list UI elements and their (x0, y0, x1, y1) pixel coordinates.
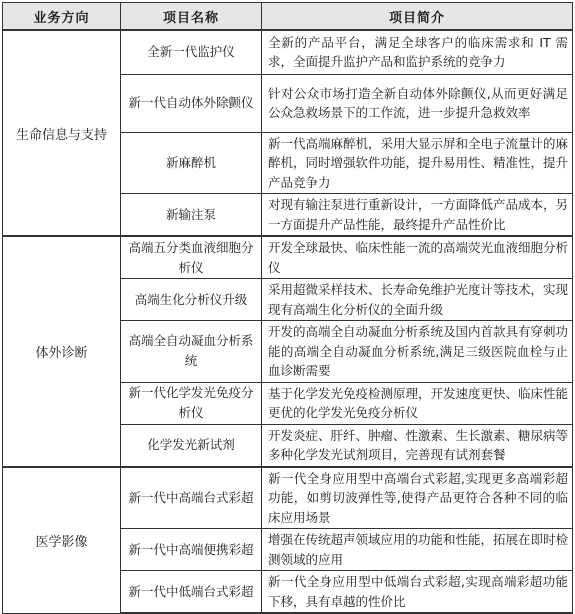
project-desc: 基于化学发光免疫检测原理，开发速度更快、临床性能更优的化学发光免疫分析仪 (262, 382, 573, 424)
project-name: 新一代中高端便携彩超 (121, 529, 262, 571)
project-desc: 新一代全身应用型中低端台式彩超,实现高端彩超功能下移，具有卓越的性价比 (262, 571, 573, 614)
direction-cell: 生命信息与支持 (3, 30, 121, 236)
project-name: 新一代化学发光免疫分析仪 (121, 382, 262, 424)
direction-cell: 体外诊断 (3, 236, 121, 467)
project-desc: 新一代全身应用型中高端台式彩超,实现更多高端彩超功能，如剪切波弹性等,使得产品更符合各种不同的临床应用场景 (262, 467, 573, 529)
project-name: 化学发光新试剂 (121, 424, 262, 467)
project-name: 高端五分类血液细胞分析仪 (121, 236, 262, 279)
project-name: 高端全自动凝血分析系统 (121, 321, 262, 383)
project-desc: 开发的高端全自动凝血分析系统及国内首款具有穿刺功能的高端全自动凝血分析系统,满足三级医院血栓与止血诊断需要 (262, 321, 573, 383)
header-direction: 业务方向 (3, 3, 121, 31)
direction-cell: 医学影像 (3, 467, 121, 614)
table-row (3, 467, 573, 529)
project-name: 新一代中高端台式彩超 (121, 467, 262, 529)
project-desc: 全新的产品平台，满足全球客户的临床需求和 IT 需求，全面提升监护产品和监护系统的竞争力 (262, 30, 573, 74)
header-name: 项目名称 (121, 3, 262, 31)
project-name: 新一代中低端台式彩超 (121, 571, 262, 614)
project-name: 全新一代监护仪 (121, 30, 262, 74)
project-desc: 针对公众市场打造全新自动体外除颤仪,从而更好满足公众急救场景下的工作流，进一步提升急救效率 (262, 74, 573, 132)
table-header-row (3, 3, 573, 31)
project-desc: 采用超微采样技术、长寿命免维护光度计等技术，实现现有高端生化分析仪的全面升级 (262, 279, 573, 321)
project-desc: 开发全球最快、临床性能一流的高端荧光血液细胞分析仪 (262, 236, 573, 279)
project-desc: 对现有输注泵进行重新设计，一方面降低产品成本，另一方面提升产品性能，最终提升产品性价比 (262, 194, 573, 237)
table-row (3, 30, 573, 74)
project-desc: 新一代高端麻醉机，采用大显示屏和全电子流量计的麻醉机，同时增强软件功能，提升易用性、精准性，提升产品竞争力 (262, 132, 573, 194)
project-name: 高端生化分析仪升级 (121, 279, 262, 321)
project-desc: 开发炎症、肝纤、肿瘤、性激素、生长激素、糖尿病等多种化学发光试剂项目，完善现有试剂套餐 (262, 424, 573, 467)
project-name: 新一代自动体外除颤仪 (121, 74, 262, 132)
project-name: 新输注泵 (121, 194, 262, 237)
table-row (3, 236, 573, 279)
project-desc: 增强在传统超声领域应用的功能和性能，拓展在即时检测领域的应用 (262, 529, 573, 571)
project-name: 新麻醉机 (121, 132, 262, 194)
project-table (2, 2, 573, 614)
header-intro: 项目简介 (262, 3, 573, 31)
